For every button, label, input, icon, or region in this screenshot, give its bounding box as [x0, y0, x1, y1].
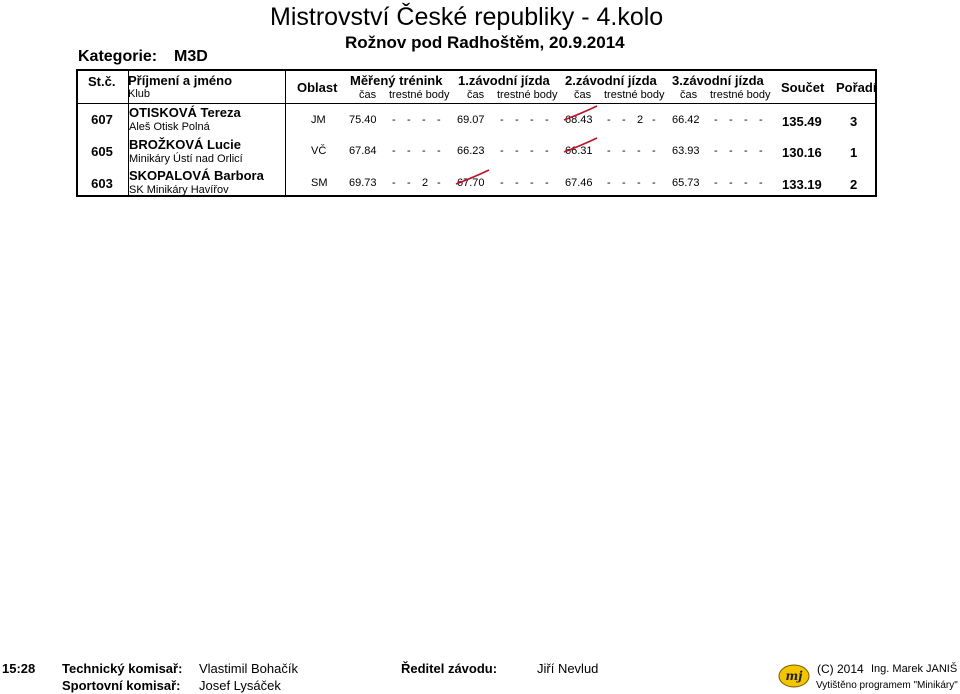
penalty-cell: -	[607, 177, 611, 189]
penalty-cell: -	[422, 145, 426, 157]
penalty-cell: -	[437, 177, 441, 189]
training-time: 67.84	[349, 145, 377, 157]
start-number: 607	[91, 112, 113, 127]
penalty-cell: -	[515, 177, 519, 189]
race-director-name: Jiří Nevlud	[537, 661, 599, 676]
penalty-cell: -	[729, 145, 733, 157]
penalty-cell: -	[530, 177, 534, 189]
header-run2: 2.závodní jízda	[565, 73, 657, 88]
header-training: Měřený trénink	[350, 73, 443, 88]
penalty-cell: -	[392, 114, 396, 126]
rank: 3	[850, 114, 858, 129]
penalty-cell: -	[759, 177, 763, 189]
penalty-cell: -	[392, 145, 396, 157]
copyright: (C) 2014	[817, 662, 864, 676]
penalty-cell: -	[652, 177, 656, 189]
race-director-label: Ředitel závodu:	[401, 661, 498, 676]
header-penalty: trestné body	[710, 89, 771, 101]
penalty-cell: -	[500, 145, 504, 157]
penalty-cell: -	[714, 114, 718, 126]
penalty-cell: -	[515, 145, 519, 157]
penalty-cell: -	[622, 177, 626, 189]
header-name: Příjmení a jméno	[128, 73, 233, 88]
header-rank: Pořadí	[836, 80, 877, 95]
header-time: čas	[359, 89, 377, 101]
penalty-cell: -	[652, 114, 656, 126]
penalty-cell: -	[652, 145, 656, 157]
total-sum: 135.49	[782, 114, 822, 129]
tech-commissioner-name: Vlastimil Bohačík	[199, 661, 298, 676]
penalty-cell: -	[545, 145, 549, 157]
category-value: M3D	[174, 48, 208, 65]
penalty-cell: -	[515, 114, 519, 126]
penalty-cell: -	[392, 177, 396, 189]
penalty-cell: -	[530, 145, 534, 157]
header-region: Oblast	[297, 80, 338, 95]
penalty-cell: -	[407, 177, 411, 189]
competitor-name: SKOPALOVÁ Barbora	[129, 168, 264, 183]
region: SM	[311, 177, 328, 189]
training-time: 75.40	[349, 114, 377, 126]
penalty-cell: -	[744, 145, 748, 157]
header-run1: 1.závodní jízda	[458, 73, 550, 88]
training-time: 69.73	[349, 177, 377, 189]
run3-time: 66.42	[672, 114, 700, 126]
competitor-club: SK Minikáry Havířov	[129, 184, 229, 196]
page-subtitle: Rožnov pod Radhoštěm, 20.9.2014	[345, 33, 625, 52]
region: JM	[311, 114, 326, 126]
penalty-cell: -	[622, 114, 626, 126]
competitor-name: OTISKOVÁ Tereza	[129, 105, 241, 120]
run2-time: 66.31	[565, 145, 593, 157]
strike-mark	[564, 106, 597, 120]
penalty-cell: -	[607, 145, 611, 157]
competitor-club: Minikáry Ústí nad Orlicí	[129, 153, 243, 165]
penalty-cell: -	[437, 114, 441, 126]
start-number: 603	[91, 176, 113, 191]
penalty-cell: -	[759, 145, 763, 157]
print-time: 15:28	[2, 661, 36, 676]
penalty-cell: -	[422, 114, 426, 126]
penalty-cell: -	[500, 177, 504, 189]
header-run3: 3.závodní jízda	[672, 73, 764, 88]
run1-time: 67.70	[457, 177, 485, 189]
penalty-cell: 2	[422, 177, 429, 189]
mj-logo-icon	[778, 664, 810, 688]
category-label: Kategorie:	[78, 48, 158, 65]
header-time: čas	[467, 89, 485, 101]
competitor-club: Aleš Otisk Polná	[129, 121, 210, 133]
penalty-cell: -	[437, 145, 441, 157]
penalty-cell: -	[759, 114, 763, 126]
penalty-cell: -	[637, 177, 641, 189]
penalty-cell: -	[622, 145, 626, 157]
run1-time: 69.07	[457, 114, 485, 126]
penalty-cell: -	[407, 114, 411, 126]
header-time: čas	[574, 89, 592, 101]
penalty-cell: -	[744, 114, 748, 126]
author: Ing. Marek JANIŠ	[871, 663, 958, 675]
rank: 1	[850, 145, 858, 160]
penalty-cell: -	[637, 145, 641, 157]
header-startno: St.č.	[88, 74, 116, 89]
run3-time: 65.73	[672, 177, 700, 189]
header-penalty: trestné body	[389, 89, 450, 101]
run1-time: 66.23	[457, 145, 485, 157]
sport-commissioner-name: Josef Lysáček	[199, 678, 281, 693]
header-penalty: trestné body	[604, 89, 665, 101]
header-club: Klub	[128, 88, 151, 100]
penalty-cell: -	[744, 177, 748, 189]
header-penalty: trestné body	[497, 89, 558, 101]
page-title: Mistrovství České republiky - 4.kolo	[270, 3, 664, 31]
penalty-cell: -	[714, 145, 718, 157]
run2-time: 68.43	[565, 114, 593, 126]
region: VČ	[311, 145, 327, 157]
penalty-cell: -	[530, 114, 534, 126]
penalty-cell: -	[500, 114, 504, 126]
rank: 2	[850, 177, 858, 192]
printed-by: Vytištěno programem "Minikáry"	[816, 680, 958, 691]
start-number: 605	[91, 144, 113, 159]
run2-time: 67.46	[565, 177, 593, 189]
total-sum: 130.16	[782, 145, 822, 160]
strike-mark	[564, 138, 597, 152]
strike-mark	[456, 170, 489, 184]
penalty-cell: -	[729, 177, 733, 189]
penalty-cell: -	[407, 145, 411, 157]
total-sum: 133.19	[782, 177, 822, 192]
sport-commissioner-label: Sportovní komisař:	[62, 678, 181, 693]
penalty-cell: -	[545, 177, 549, 189]
header-sum: Součet	[781, 80, 825, 95]
penalty-cell: -	[607, 114, 611, 126]
penalty-cell: -	[714, 177, 718, 189]
logo-text: mj	[785, 669, 803, 683]
penalty-cell: 2	[637, 114, 644, 126]
competitor-name: BROŽKOVÁ Lucie	[129, 137, 241, 152]
run3-time: 63.93	[672, 145, 700, 157]
tech-commissioner-label: Technický komisař:	[62, 661, 183, 676]
header-time: čas	[680, 89, 698, 101]
penalty-cell: -	[545, 114, 549, 126]
penalty-cell: -	[729, 114, 733, 126]
